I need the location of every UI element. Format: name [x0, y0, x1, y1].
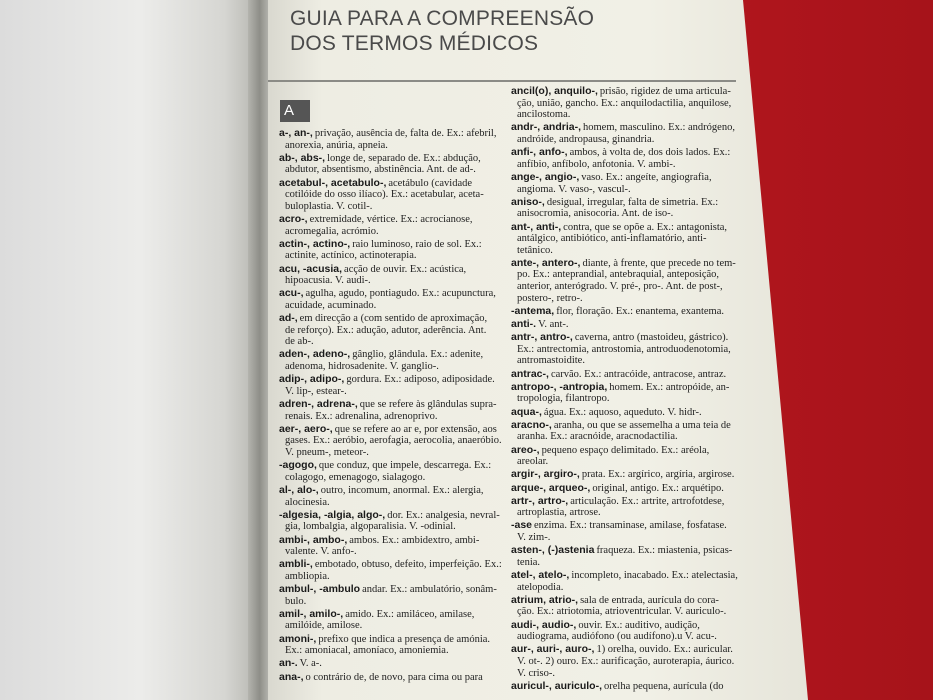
- entry-line: [511, 344, 793, 356]
- entry-line: [511, 306, 793, 318]
- entry-definition-text: flor, floração. Ex.: enantema, exantema.: [556, 305, 724, 317]
- page-title-line-1: GUIA PARA A COMPREENSÃO: [290, 7, 595, 30]
- entry-line: [279, 620, 505, 632]
- dictionary-entry: [511, 469, 793, 481]
- entry-definition-text: V. ant-.: [538, 319, 569, 331]
- entry-line: [511, 582, 793, 594]
- dictionary-entry: [279, 128, 505, 151]
- entry-definition-text: outro, incomum, anormal. Ex.: alergia,: [320, 484, 484, 496]
- entry-line: [279, 201, 505, 213]
- entry-definition-text: andar. Ex.: ambulatório, sonâm-: [362, 584, 497, 596]
- entry-line: [511, 184, 793, 196]
- entry-line: [511, 332, 793, 344]
- title-rule: [268, 80, 736, 82]
- entry-line: [279, 584, 505, 596]
- entry-line: [511, 86, 793, 98]
- entry-definition-text: de ab-.: [285, 336, 314, 348]
- entry-term: acro-,: [279, 212, 308, 225]
- entry-term: acu, -acusia,: [279, 262, 343, 275]
- entry-line: [279, 178, 505, 190]
- entry-definition-text: actinite, actínico, actinoterapia.: [285, 250, 417, 262]
- dictionary-entry: [511, 483, 793, 495]
- entry-definition-text: 1) orelha, ouvido. Ex.: auricular.: [596, 644, 733, 656]
- entry-definition-text: ção. Ex.: atriotomia, atrioventricular. V. auriculo-.: [517, 606, 727, 618]
- entry-term: acu-,: [279, 287, 304, 300]
- entry-term: amoni-,: [279, 632, 317, 645]
- dictionary-entry: [279, 374, 505, 397]
- entry-line: [511, 159, 793, 171]
- entry-line: [511, 281, 793, 293]
- entry-definition-text: tetânico.: [517, 244, 553, 256]
- entry-term: asten-, (-)astenia: [511, 544, 595, 557]
- dictionary-entry: [511, 407, 793, 419]
- entry-line: [279, 275, 505, 287]
- dictionary-entry: [511, 122, 793, 145]
- entry-definition-text: anterior, anterógrado. V. pré-, pro-. Ant. de post-,: [517, 281, 723, 293]
- dictionary-entry: [279, 399, 505, 422]
- dictionary-entry: [279, 559, 505, 582]
- entry-line: [511, 407, 793, 419]
- entry-line: [279, 140, 505, 152]
- entry-definition-text: aranha. Ex.: aracnóide, aracnodactilia.: [517, 431, 678, 443]
- entry-definition-text: em direcção a (com sentido de aproximação,: [299, 313, 488, 325]
- entry-definition-text: V. lip-, estear-.: [285, 385, 347, 397]
- entry-definition-text: homem, masculino. Ex.: andrógeno,: [583, 122, 735, 134]
- entry-definition-text: hipoacusia. V. audi-.: [285, 275, 371, 287]
- entry-line: [511, 656, 793, 668]
- dictionary-entry: [279, 609, 505, 632]
- entry-line: [279, 153, 505, 165]
- entry-line: [279, 546, 505, 558]
- entry-definition-text: vaso. Ex.: angeíte, angiografia,: [581, 171, 712, 183]
- entry-line: [279, 596, 505, 608]
- entry-definition-text: prisão, rigidez de uma articula-: [599, 86, 731, 97]
- entry-definition-text: anfíbio, anfíbolo, anfotonia. V. ambi-.: [517, 158, 676, 170]
- entry-line: [511, 431, 793, 443]
- entry-line: [279, 250, 505, 262]
- dictionary-entry: [511, 306, 793, 318]
- entry-term: al-, alo-,: [279, 483, 319, 496]
- entry-line: [511, 172, 793, 184]
- entry-line: [511, 420, 793, 432]
- entry-term: aden-, adeno-,: [279, 348, 351, 361]
- entry-definition-text: homem. Ex.: antropóide, an-: [609, 381, 730, 393]
- entry-term: argir-, argiro-,: [511, 468, 580, 481]
- entry-term: -ase: [511, 519, 533, 532]
- entry-definition-text: embotado, obtuso, defeito, imperfeição. Ex.:: [314, 559, 502, 571]
- entry-line: [279, 189, 505, 201]
- dictionary-entry: [511, 172, 793, 195]
- entry-definition-text: ção, união, gancho. Ex.: anquilodactilia, anquilose,: [517, 97, 732, 109]
- entry-term: audi-, audio-,: [511, 618, 577, 631]
- entry-definition-text: ambliopia.: [285, 570, 330, 582]
- entry-line: [511, 532, 793, 544]
- entry-line: [511, 382, 793, 394]
- dictionary-entry: [279, 485, 505, 508]
- dictionary-entry: [279, 264, 505, 287]
- entry-definition-text: o contrário de, de novo, para cima ou para: [305, 671, 483, 683]
- entry-term: ange-, angio-,: [511, 170, 580, 183]
- entry-definition-text: amido. Ex.: amiláceo, amilase,: [345, 608, 475, 620]
- entry-term: ante-, antero-,: [511, 256, 581, 269]
- entry-definition-text: longe de, separado de. Ex.: abdução,: [327, 152, 481, 164]
- entry-line: [279, 164, 505, 176]
- entry-line: [279, 672, 505, 684]
- entry-definition-text: gânglio, glândula. Ex.: adenite,: [352, 349, 484, 361]
- dictionary-entry: [511, 258, 793, 304]
- entry-line: [511, 109, 793, 121]
- entry-definition-text: que se refere ao ar e, por extensão, aos: [334, 423, 497, 435]
- entry-term: ancil(o), anquilo-,: [511, 85, 598, 97]
- entry-line: [511, 644, 793, 656]
- entry-line: [511, 269, 793, 281]
- entry-term: aracno-,: [511, 418, 552, 431]
- entry-line: [279, 460, 505, 472]
- entry-line: [511, 147, 793, 159]
- page-title-line-2: DOS TERMOS MÉDICOS: [290, 32, 539, 55]
- entry-term: atrium, atrio-,: [511, 593, 579, 606]
- entry-term: -agogo,: [279, 459, 317, 472]
- dictionary-entry: [279, 658, 505, 670]
- entry-line: [511, 681, 793, 693]
- entry-term: antrac-,: [511, 367, 549, 380]
- entry-definition-text: andróide, andropausa, ginandria.: [517, 133, 655, 145]
- dictionary-entry: [279, 239, 505, 262]
- left-page: [0, 0, 255, 700]
- entry-definition-text: Ex.: amoniacal, amoníaco, amoniemia.: [285, 645, 449, 657]
- dictionary-entry: [279, 288, 505, 311]
- entry-line: [511, 258, 793, 270]
- entry-line: [279, 226, 505, 238]
- entry-definition-text: alocinesia.: [285, 496, 330, 508]
- entry-term: aniso-,: [511, 195, 545, 208]
- entry-term: ambul-, -ambulo: [279, 583, 361, 596]
- entry-term: aqua-,: [511, 405, 542, 418]
- entry-definition-text: bulo.: [285, 595, 307, 607]
- dictionary-entry: [511, 222, 793, 257]
- entry-line: [279, 510, 505, 522]
- entry-definition-text: tropologia, filantropo.: [517, 393, 610, 405]
- entry-definition-text: adenoma, hidrosadenite. V. ganglio-.: [285, 361, 439, 373]
- entry-line: [279, 497, 505, 509]
- dictionary-entry: [279, 214, 505, 237]
- entry-term: ambi-, ambo-,: [279, 533, 348, 546]
- entry-term: areo-,: [511, 443, 540, 456]
- entry-definition-text: colagogo, emenagogo, sialagogo.: [285, 471, 426, 483]
- dictionary-entry: [279, 349, 505, 372]
- entry-definition-text: V. ot-. 2) ouro. Ex.: aurificação, auroterapia, áurico.: [517, 655, 735, 667]
- entry-line: [279, 435, 505, 447]
- entry-line: [511, 393, 793, 405]
- entry-term: amil-, amilo-,: [279, 607, 344, 620]
- entry-line: [279, 336, 505, 348]
- entry-term: artr-, artro-,: [511, 494, 569, 507]
- entry-line: [511, 122, 793, 134]
- entry-definition-text: acuidade, acuminado.: [285, 299, 377, 311]
- entry-line: [279, 264, 505, 276]
- entry-term: actin-, actino-,: [279, 237, 351, 250]
- entry-definition-text: prefixo que indica a presença de amónia.: [318, 633, 491, 645]
- entry-term: -antema,: [511, 304, 555, 317]
- entry-line: [511, 496, 793, 508]
- entry-definition-text: desigual, irregular, falta de simetria. Ex.:: [546, 196, 719, 208]
- dictionary-entry: [511, 319, 793, 331]
- entry-line: [279, 325, 505, 337]
- entry-line: [279, 300, 505, 312]
- entry-line: [279, 559, 505, 571]
- entry-definition-text: anorexia, anúria, apneia.: [285, 139, 388, 151]
- entry-definition-text: enzima. Ex.: transaminase, amilase, fosfatase.: [534, 520, 727, 532]
- section-letter-badge: A: [280, 100, 310, 122]
- entry-definition-text: ambos, à volta de, dos dois lados. Ex.:: [569, 147, 731, 159]
- entry-definition-text: V. criso-.: [517, 667, 556, 679]
- dictionary-entry: [511, 445, 793, 468]
- entry-line: [279, 386, 505, 398]
- page-title: [290, 6, 594, 56]
- entry-line: [279, 361, 505, 373]
- entry-line: [279, 128, 505, 140]
- entry-definition-text: caverna, antro (mastoideu, gástrico).: [574, 332, 729, 344]
- entry-line: [279, 411, 505, 423]
- entry-term: a-, an-,: [279, 127, 313, 139]
- entry-definition-text: Ex.: antrectomia, antrostomia, antroduodenotomia,: [517, 343, 731, 355]
- dictionary-entry: [279, 153, 505, 176]
- entry-line: [511, 545, 793, 557]
- entry-line: [511, 369, 793, 381]
- entry-definition-text: abdutor, absentismo, abstinência. Ant. de ad-.: [285, 164, 476, 176]
- entry-line: [511, 134, 793, 146]
- entry-definition-text: articulação. Ex.: artrite, artrofotdese,: [570, 495, 725, 507]
- entry-line: [279, 521, 505, 533]
- entry-term: -algesia, -algia, algo-,: [279, 508, 386, 521]
- entry-line: [511, 595, 793, 607]
- entry-term: anfi-, anfo-,: [511, 146, 568, 159]
- dictionary-entry: [511, 420, 793, 443]
- entry-definition-text: artroplastia, artrose.: [517, 507, 601, 519]
- entry-line: [279, 214, 505, 226]
- entry-definition-text: V. pneum-, meteor-.: [285, 446, 369, 458]
- dictionary-entry: [279, 634, 505, 657]
- entry-definition-text: gordura. Ex.: adiposo, adiposidade.: [346, 374, 495, 386]
- entry-line: [511, 507, 793, 519]
- dictionary-entry: [279, 460, 505, 483]
- dictionary-entry: [511, 681, 793, 693]
- entry-definition-text: atelopodia.: [517, 581, 564, 593]
- entry-line: [511, 631, 793, 643]
- dictionary-entry: [511, 369, 793, 381]
- entry-definition-text: gases. Ex.: aeróbio, aerofagia, aerocolia, anaeróbio.: [285, 435, 502, 447]
- dictionary-entry: [279, 510, 505, 533]
- entry-definition-text: sala de entrada, aurícula do cora-: [580, 594, 719, 606]
- entry-term: auricul-, auriculo-,: [511, 679, 603, 692]
- entry-line: [279, 634, 505, 646]
- entry-definition-text: carvão. Ex.: antracóide, antracose, antraz.: [550, 368, 727, 380]
- entry-term: ad-,: [279, 312, 298, 325]
- right-column: [511, 86, 793, 694]
- entry-line: [511, 456, 793, 468]
- entry-definition-text: pequeno espaço delimitado. Ex.: aréola,: [541, 444, 710, 456]
- entry-line: [279, 374, 505, 386]
- entry-definition-text: antálgico, antibiótico, anti-inflamatório, anti-: [517, 233, 707, 245]
- entry-line: [511, 233, 793, 245]
- entry-definition-text: amilóide, amilose.: [285, 620, 363, 632]
- entry-line: [279, 239, 505, 251]
- entry-line: [511, 208, 793, 220]
- entry-definition-text: ouvir. Ex.: auditivo, audição,: [578, 619, 700, 631]
- entry-definition-text: diante, à frente, que precede no tem-: [582, 257, 736, 269]
- entry-term: atel-, atelo-,: [511, 569, 570, 582]
- entry-term: adip-, adipo-,: [279, 373, 345, 386]
- entry-line: [511, 520, 793, 532]
- dictionary-entry: [511, 382, 793, 405]
- entry-definition-text: cotilóide do osso ilíaco). Ex.: acetabular, aceta-: [285, 189, 484, 201]
- entry-line: [511, 668, 793, 680]
- entry-line: [279, 349, 505, 361]
- entry-definition-text: original, antigo. Ex.: arquétipo.: [592, 482, 724, 494]
- entry-term: ana-,: [279, 670, 304, 683]
- entry-definition-text: fraqueza. Ex.: miastenia, psicas-: [596, 545, 733, 557]
- entry-line: [511, 570, 793, 582]
- dictionary-entry: [279, 672, 505, 684]
- entry-definition-text: que se refere às glândulas supra-: [359, 399, 497, 410]
- left-column: [279, 128, 505, 685]
- entry-term: adren-, adrena-,: [279, 398, 358, 410]
- dictionary-entry: [511, 197, 793, 220]
- entry-definition-text: raio luminoso, raio de sol. Ex.:: [352, 238, 482, 250]
- dictionary-entry: [511, 620, 793, 643]
- dictionary-entry: [511, 644, 793, 679]
- entry-term: anti-.: [511, 318, 537, 331]
- entry-line: [279, 424, 505, 436]
- dictionary-entry: [279, 424, 505, 459]
- entry-term: ambli-,: [279, 558, 313, 571]
- entry-line: [511, 222, 793, 234]
- entry-line: [511, 620, 793, 632]
- entry-definition-text: buloplastia. V. cotil-.: [285, 200, 373, 212]
- entry-definition-text: contra, que se opõe a. Ex.: antagonista,: [563, 221, 728, 233]
- entry-definition-text: orelha pequena, aurícula (do: [604, 680, 724, 692]
- entry-definition-text: ancilostoma.: [517, 109, 571, 121]
- entry-term: acetabul-, acetabulo-,: [279, 176, 387, 189]
- entry-definition-text: audiograma, audiófono (ou audífono).u V. acu-.: [517, 631, 717, 643]
- dictionary-entry: [511, 496, 793, 519]
- entry-line: [511, 469, 793, 481]
- entry-line: [511, 557, 793, 569]
- entry-definition-text: renais. Ex.: adrenalina, adrenoprivo.: [285, 410, 438, 422]
- entry-definition-text: antromastoidite.: [517, 355, 585, 367]
- entry-term: ant-, anti-,: [511, 220, 562, 233]
- entry-definition-text: V. a-.: [299, 658, 322, 670]
- entry-line: [279, 447, 505, 459]
- entry-definition-text: tenia.: [517, 556, 541, 568]
- dictionary-entry: [511, 86, 793, 121]
- entry-term: an-.: [279, 657, 298, 670]
- entry-definition-text: po. Ex.: anteprandial, antebraquial, anteposição,: [517, 269, 720, 281]
- entry-definition-text: acetábulo (cavidade: [388, 177, 473, 189]
- entry-line: [279, 288, 505, 300]
- entry-definition-text: anisocromia, anisocoria. Ant. de iso-.: [517, 208, 674, 220]
- entry-definition-text: postero-, retro-.: [517, 292, 583, 304]
- entry-definition-text: que conduz, que impele, descarrega. Ex.:: [318, 460, 492, 472]
- entry-term: aur-, auri-, auro-,: [511, 643, 595, 656]
- entry-definition-text: de reforço). Ex.: adução, adutor, aderência. Ant.: [285, 324, 487, 336]
- entry-definition-text: dor. Ex.: analgesia, nevral-: [387, 509, 500, 521]
- entry-definition-text: areolar.: [517, 456, 549, 468]
- entry-term: antropo-, -antropia,: [511, 380, 608, 393]
- entry-definition-text: valente. V. anfo-.: [285, 546, 357, 558]
- entry-definition-text: água. Ex.: aquoso, aqueduto. V. hidr-.: [543, 406, 702, 418]
- entry-definition-text: extremidade, vértice. Ex.: acrocianose,: [309, 213, 473, 225]
- dictionary-entry: [511, 570, 793, 593]
- entry-line: [511, 355, 793, 367]
- dictionary-entry: [511, 595, 793, 618]
- entry-line: [279, 535, 505, 547]
- entry-term: andr-, andria-,: [511, 121, 582, 134]
- entry-definition-text: aranha, ou que se assemelha a uma teia de: [553, 419, 731, 431]
- entry-definition-text: privação, ausência de, falta de. Ex.: afebril,: [314, 128, 497, 139]
- dictionary-entry: [511, 520, 793, 543]
- dictionary-entry: [279, 313, 505, 348]
- entry-definition-text: prata. Ex.: argírico, argíria, argirose.: [581, 469, 735, 481]
- entry-definition-text: incompleto, inacabado. Ex.: atelectasia,: [571, 570, 738, 582]
- dictionary-entry: [279, 535, 505, 558]
- entry-line: [511, 606, 793, 618]
- entry-definition-text: agulha, agudo, pontiagudo. Ex.: acupunctura,: [305, 288, 496, 300]
- entry-line: [279, 472, 505, 484]
- dictionary-entry: [511, 147, 793, 170]
- dictionary-entry: [279, 584, 505, 607]
- entry-line: [279, 485, 505, 497]
- entry-term: arque-, arqueo-,: [511, 481, 591, 494]
- entry-line: [279, 571, 505, 583]
- entry-definition-text: acção de ouvir. Ex.: acústica,: [344, 263, 467, 275]
- entry-line: [279, 313, 505, 325]
- entry-definition-text: V. zim-.: [517, 532, 551, 544]
- entry-line: [511, 445, 793, 457]
- entry-line: [511, 293, 793, 305]
- entry-line: [511, 98, 793, 110]
- entry-term: antr-, antro-,: [511, 331, 573, 344]
- entry-term: aer-, aero-,: [279, 422, 333, 435]
- entry-definition-text: gia, lombalgia, algoparalisia. V. -odinial.: [285, 521, 456, 533]
- entry-line: [279, 399, 505, 411]
- entry-line: [511, 245, 793, 257]
- dictionary-entry: [511, 332, 793, 367]
- dictionary-entry: [279, 178, 505, 213]
- entry-line: [279, 658, 505, 670]
- entry-line: [511, 197, 793, 209]
- entry-definition-text: angioma. V. vaso-, vascul-.: [517, 183, 631, 195]
- entry-term: ab-, abs-,: [279, 151, 326, 164]
- entry-line: [279, 645, 505, 657]
- entry-line: [511, 483, 793, 495]
- entry-definition-text: acromegalia, acrómio.: [285, 225, 379, 237]
- entry-definition-text: ambos. Ex.: ambidextro, ambi-: [349, 534, 480, 546]
- entry-line: [279, 609, 505, 621]
- dictionary-entry: [511, 545, 793, 568]
- entry-line: [511, 319, 793, 331]
